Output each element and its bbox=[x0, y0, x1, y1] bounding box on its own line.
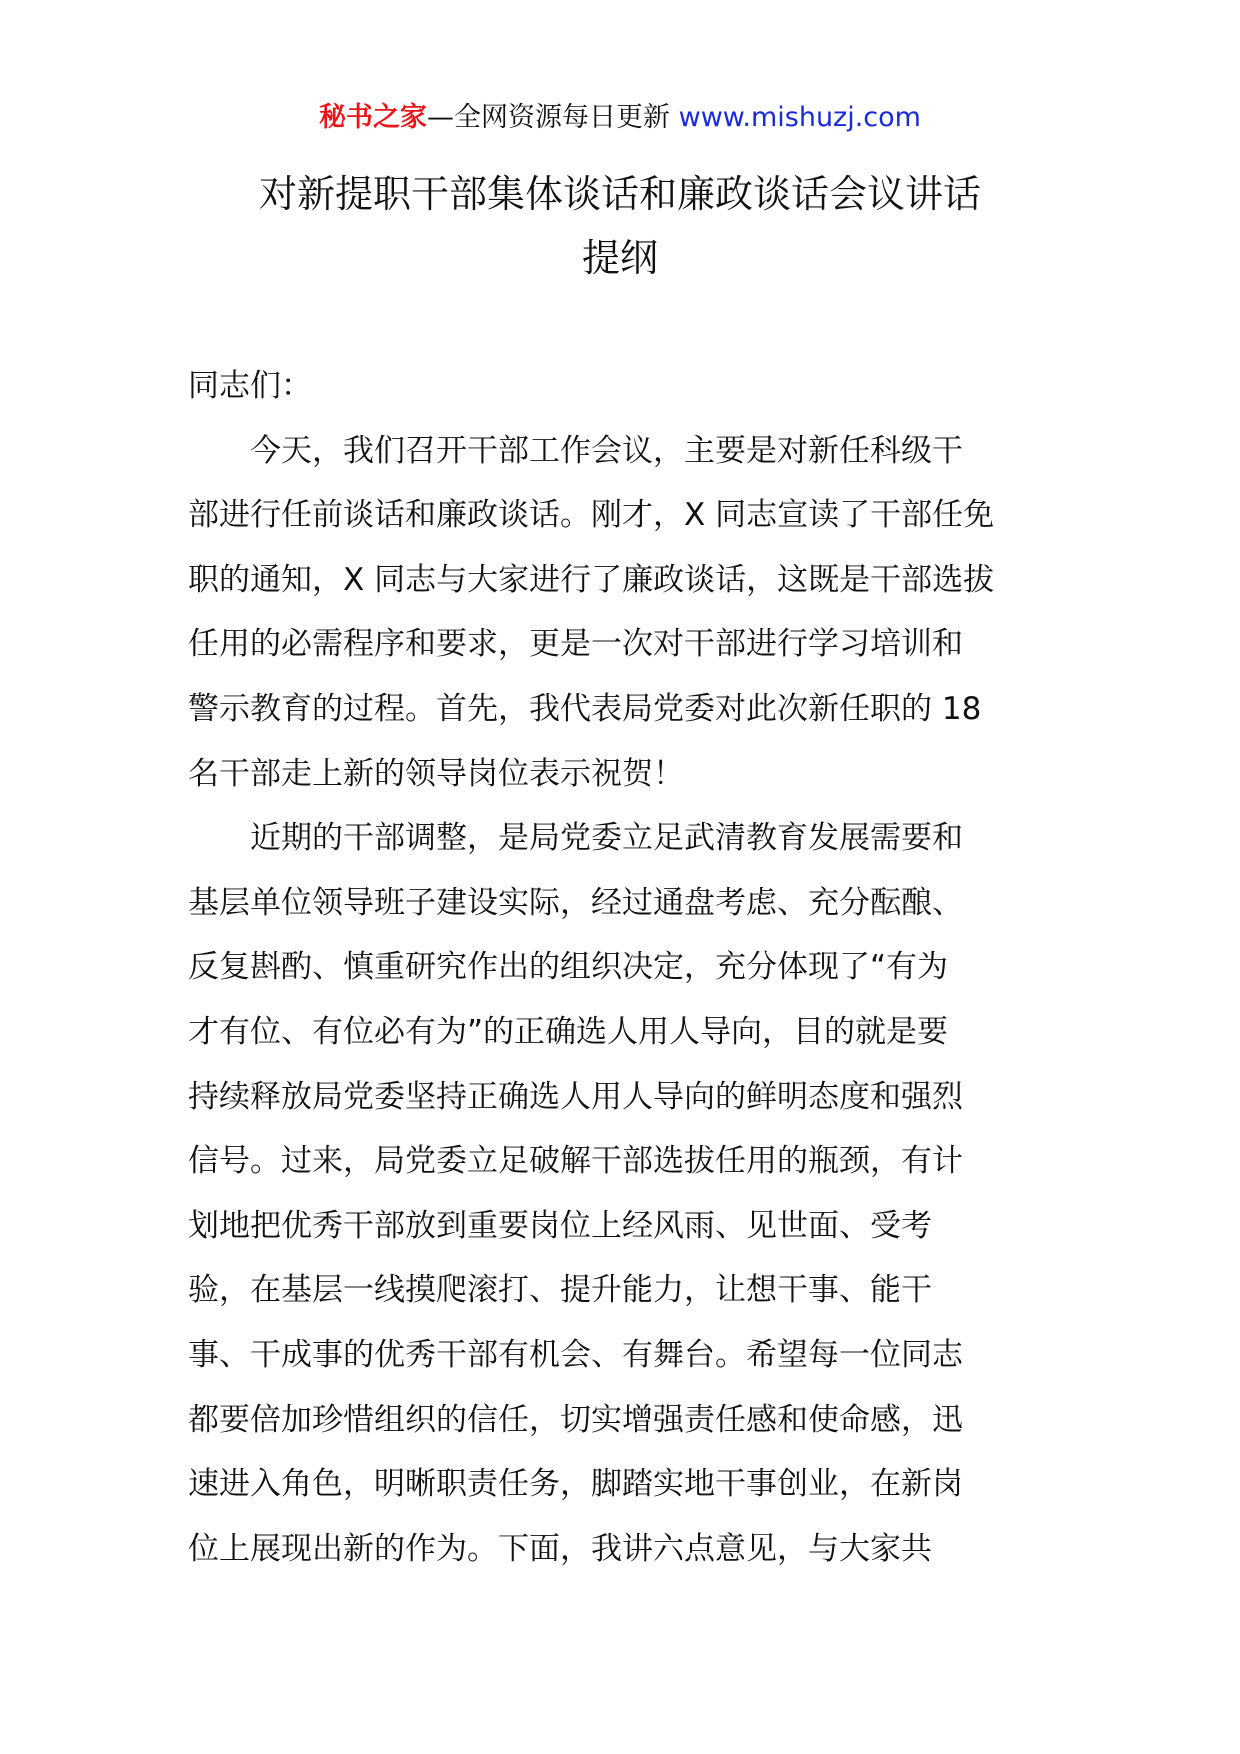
paragraph-line: 部进行任前谈话和廉政谈话。刚才，X 同志宣读了干部任免 bbox=[188, 497, 995, 534]
paragraph-line: 事、干成事的优秀干部有机会、有舞台。希望每一位同志 bbox=[188, 1336, 963, 1373]
site-url-link[interactable]: www.mishuzj.com bbox=[678, 102, 921, 133]
paragraph-line: 基层单位领导班子建设实际，经过通盘考虑、充分酝酿、 bbox=[188, 884, 963, 921]
paragraph-line: 速进入角色，明晰职责任务，脚踏实地干事创业，在新岗 bbox=[188, 1466, 963, 1503]
document-body bbox=[188, 354, 1058, 1581]
document-title bbox=[180, 162, 1060, 290]
title-line: 对新提职干部集体谈话和廉政谈话会议讲话 bbox=[258, 172, 981, 216]
salutation: 同志们： bbox=[188, 368, 312, 404]
paragraph-line: 今天，我们召开干部工作会议，主要是对新任科级干 bbox=[250, 432, 963, 469]
site-brand: 秘书之家 bbox=[319, 102, 428, 133]
site-slogan: —全网资源每日更新 bbox=[427, 102, 679, 133]
paragraph-line: 职的通知，X 同志与大家进行了廉政谈话，这既是干部选拔 bbox=[188, 561, 995, 598]
paragraph-line: 划地把优秀干部放到重要岗位上经风雨、见世面、受考 bbox=[188, 1207, 932, 1244]
site-header bbox=[0, 100, 1240, 136]
paragraph-line: 近期的干部调整，是局党委立足武清教育发展需要和 bbox=[250, 820, 963, 857]
paragraph-line: 信号。过来，局党委立足破解干部选拔任用的瓶颈，有计 bbox=[188, 1143, 963, 1180]
paragraph-line: 警示教育的过程。首先，我代表局党委对此次新任职的 18 bbox=[188, 690, 982, 727]
paragraph-line: 都要倍加珍惜组织的信任，切实增强责任感和使命感，迅 bbox=[188, 1401, 963, 1438]
paragraph-line: 持续释放局党委坚持正确选人用人导向的鲜明态度和强烈 bbox=[188, 1078, 963, 1115]
paragraph-line: 名干部走上新的领导岗位表示祝贺！ bbox=[188, 755, 684, 792]
paragraph-2 bbox=[188, 806, 1058, 1581]
paragraph-1 bbox=[188, 419, 1058, 807]
title-line: 提纲 bbox=[581, 236, 658, 280]
paragraph-line: 任用的必需程序和要求，更是一次对干部进行学习培训和 bbox=[188, 626, 963, 663]
paragraph-line: 反复斟酌、慎重研究作出的组织决定，充分体现了“有为 bbox=[188, 949, 949, 986]
paragraph-line: 验，在基层一线摸爬滚打、提升能力，让想干事、能干 bbox=[188, 1272, 932, 1309]
paragraph-line: 才有位、有位必有为”的正确选人用人导向，目的就是要 bbox=[188, 1013, 949, 1050]
paragraph-line: 位上展现出新的作为。下面，我讲六点意见，与大家共 bbox=[188, 1530, 932, 1567]
